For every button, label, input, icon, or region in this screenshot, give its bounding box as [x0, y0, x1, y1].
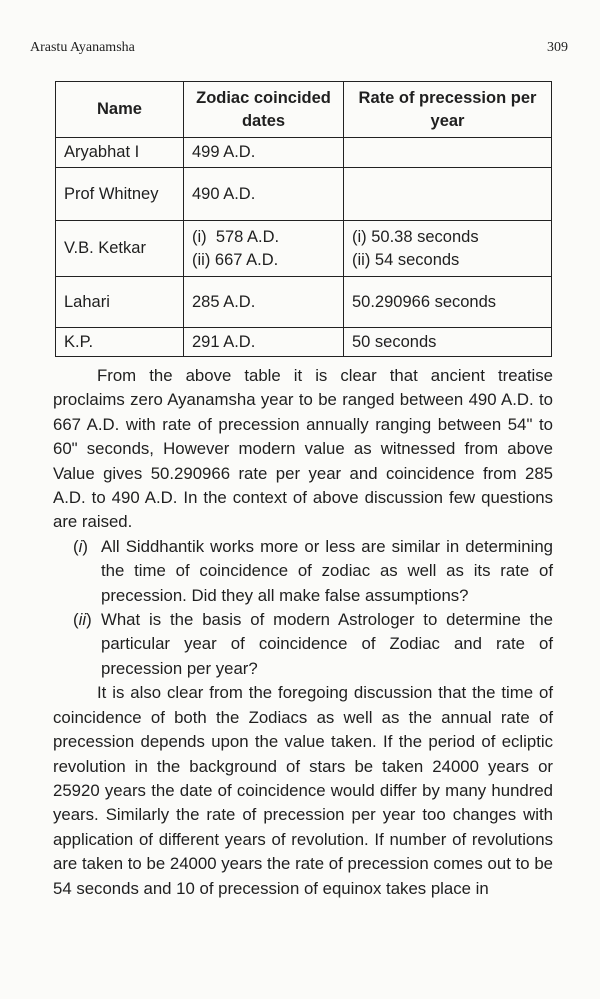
question-text: All Siddhantik works more or less are similar in determining the time of coincidence of zodiac as well as its rate of precession. Did they all make false assumptions? [101, 536, 553, 605]
date-line: (ii) 667 A.D. [192, 250, 279, 269]
question-marker: (i) [73, 536, 88, 556]
row-rate [344, 221, 552, 277]
row-name: Lahari [56, 277, 184, 328]
row-rate: 50.290966 seconds [344, 277, 552, 328]
table-row [56, 168, 552, 221]
row-rate [344, 138, 552, 168]
column-header: Rate of precession per year [344, 82, 552, 138]
question-item [53, 535, 553, 608]
table-row [56, 138, 552, 168]
question-item [53, 608, 553, 681]
table-row [56, 328, 552, 357]
precession-table [55, 81, 552, 357]
rate-line: (ii) 54 seconds [352, 250, 460, 269]
question-marker: (ii) [73, 610, 92, 630]
paragraph: From the above table it is clear that ancient treatise proclaims zero Ayanamsha year to be ranged between 490 A.D. to 667 A.D. with rate of precession annually ranging between 54" to 60" seconds, However modern value as witnessed from above Value gives 50.290966 rate per year and coincidence from 285 A.D. to 490 A.D. In the context of above discussion few questions are raised. [53, 366, 553, 532]
book-title: Arastu Ayanamsha [30, 40, 135, 55]
row-rate [344, 168, 552, 221]
table-row [56, 221, 552, 277]
row-name: V.B. Ketkar [56, 221, 184, 277]
row-dates: 285 A.D. [184, 277, 344, 328]
rate-line: (i) 50.38 seconds [352, 227, 479, 246]
row-name: Prof Whitney [56, 168, 184, 221]
row-dates [184, 221, 344, 277]
running-head [30, 40, 568, 56]
row-name: Aryabhat I [56, 138, 184, 168]
row-dates: 490 A.D. [184, 168, 344, 221]
row-rate: 50 seconds [344, 328, 552, 357]
page-number: 309 [547, 40, 568, 55]
table-row [56, 277, 552, 328]
row-dates: 499 A.D. [184, 138, 344, 168]
paragraph: It is also clear from the foregoing discussion that the time of coincidence of both the Zodiacs as well as the annual rate of precession depends upon the value taken. If the period of ecliptic revolution in the background of stars be taken 24000 years or 25920 years the date of coincidence would differ by many hundred years. Similarly the rate of precession per year too changes with application of different years of revolution. If number of revolutions are taken to be 24000 years the rate of precession comes out to be 54 seconds and 10 of precession of equinox takes place in [53, 683, 553, 898]
table-header-row [56, 82, 552, 138]
date-line: (i) 578 A.D. [192, 227, 280, 246]
column-header: Zodiac coincided dates [184, 82, 344, 138]
row-dates: 291 A.D. [184, 328, 344, 357]
row-name: K.P. [56, 328, 184, 357]
body-text [53, 364, 553, 901]
question-text: What is the basis of modern Astrologer to determine the particular year of coincidence of Zodiac and rate of precession per year? [101, 610, 553, 678]
column-header: Name [56, 82, 184, 138]
